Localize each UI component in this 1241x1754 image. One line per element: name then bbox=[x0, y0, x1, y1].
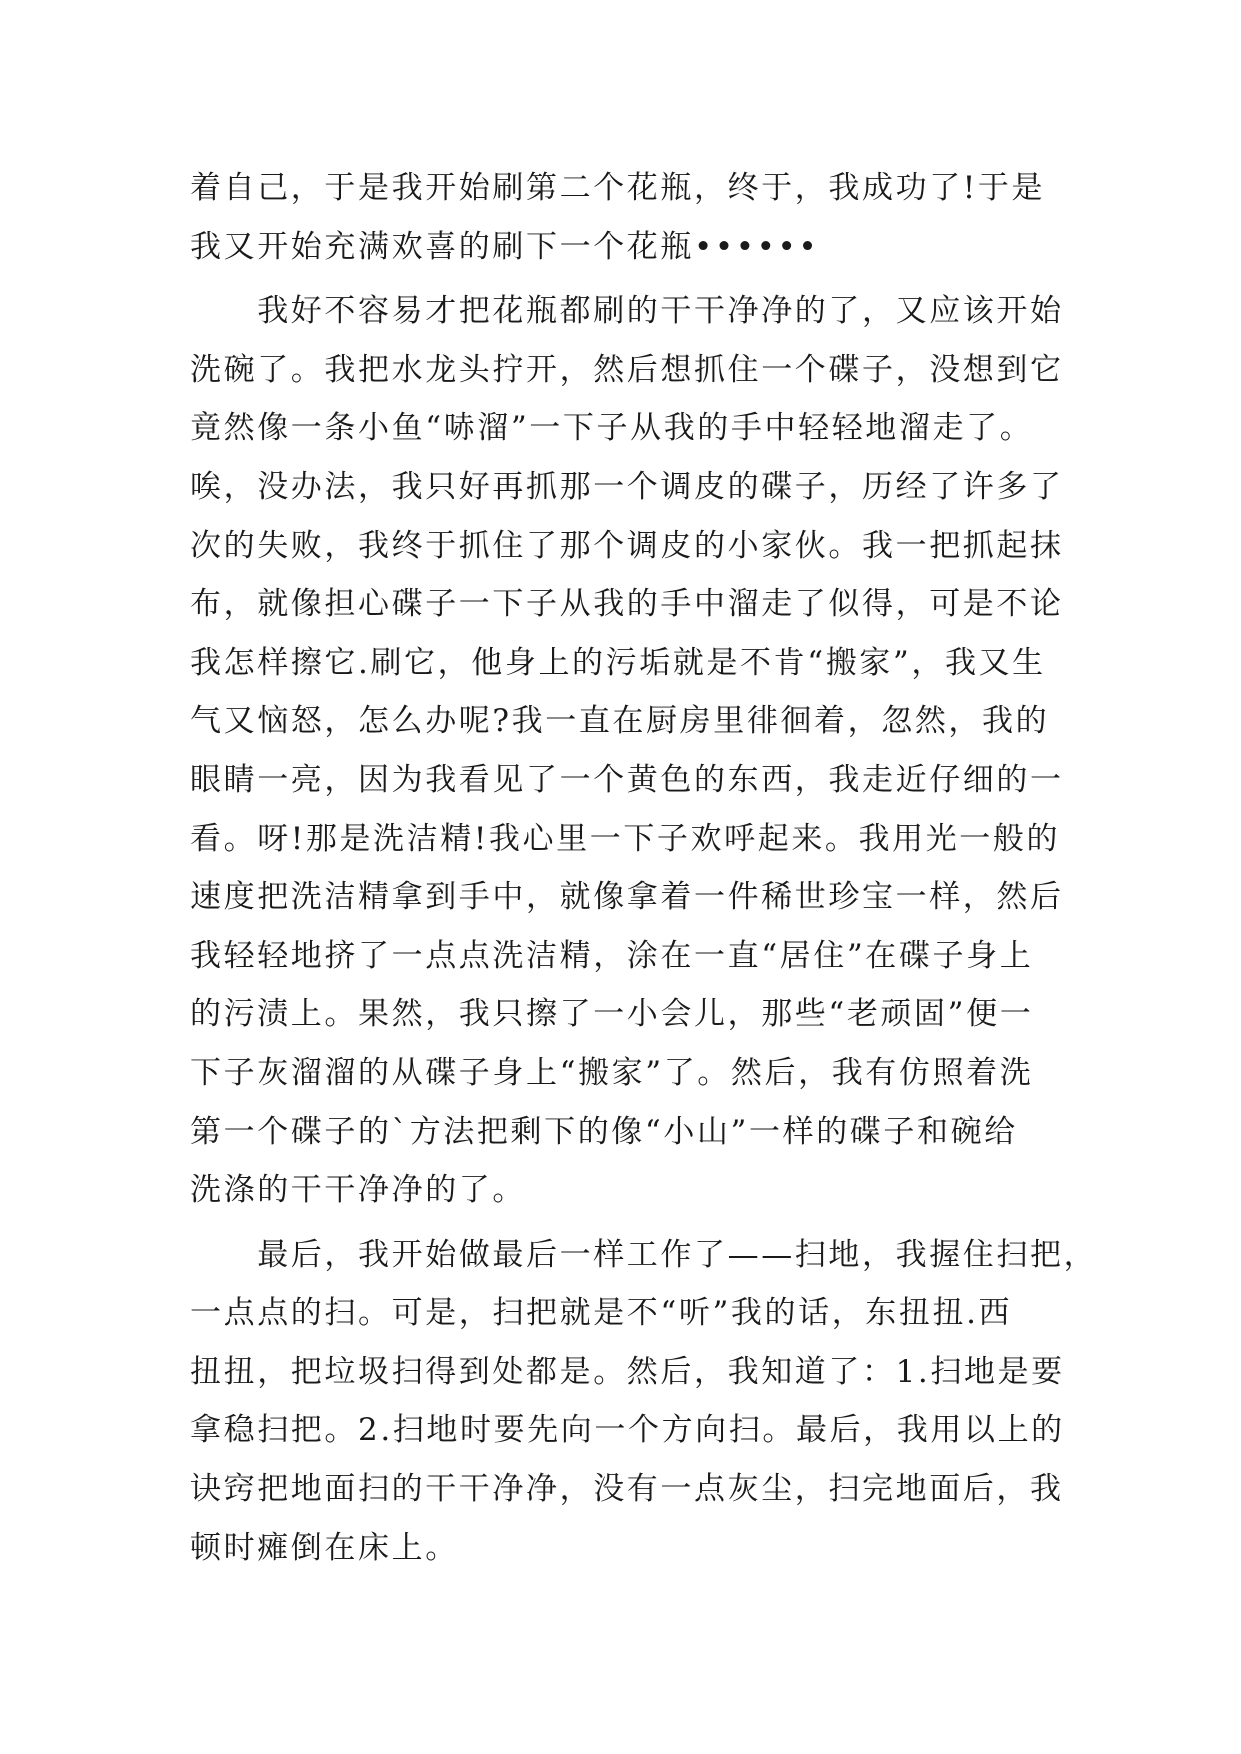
text-line: 诀窍把地面扫的干干净净，没有一点灰尘，扫完地面后，我 bbox=[190, 1471, 1064, 1508]
text-line: 的污渍上。果然，我只擦了一小会儿，那些“老顽固”便一 bbox=[190, 996, 1034, 1033]
text-line: 速度把洗洁精拿到手中，就像拿着一件稀世珍宝一样，然后 bbox=[190, 879, 1064, 916]
text-line: 顿时瘫倒在床上。 bbox=[190, 1529, 459, 1566]
text-line: 看。呀!那是洗洁精!我心里一下子欢呼起来。我用光一般的 bbox=[190, 820, 1061, 857]
text-line: 我怎样擦它.刷它，他身上的污垢就是不肯“搬家”，我又生 bbox=[190, 644, 1046, 681]
text-line: 我又开始充满欢喜的刷下一个花瓶•••••• bbox=[190, 228, 820, 265]
text-line: 下子灰溜溜的从碟子身上“搬家”了。然后，我有仿照着洗 bbox=[190, 1054, 1034, 1091]
text-line: 眼睛一亮，因为我看见了一个黄色的东西，我走近仔细的一 bbox=[190, 761, 1064, 798]
text-line: 扭扭，把垃圾扫得到处都是。然后，我知道了：1.扫地是要 bbox=[190, 1353, 1065, 1390]
text-line: 一点点的扫。可是，扫把就是不“听”我的话，东扭扭.西 bbox=[190, 1295, 1013, 1332]
text-line: 着自己，于是我开始刷第二个花瓶，终于，我成功了!于是 bbox=[190, 170, 1046, 206]
paragraph-start-line: 最后，我开始做最后一样工作了——扫地，我握住扫把， bbox=[190, 1236, 1098, 1273]
text-line: 气又恼怒，怎么办呢?我一直在厨房里徘徊着，忽然，我的 bbox=[190, 703, 1050, 740]
text-line: 洗涤的干干净净的了。 bbox=[190, 1172, 526, 1209]
text-line: 次的失败，我终于抓住了那个调皮的小家伙。我一把抓起抹 bbox=[190, 527, 1064, 564]
text-line: 我轻轻地挤了一点点洗洁精，涂在一直“居住”在碟子身上 bbox=[190, 937, 1034, 974]
body-text bbox=[190, 159, 1098, 1577]
paragraph-start-line: 我好不容易才把花瓶都刷的干干净净的了，又应该开始 bbox=[190, 293, 1064, 330]
text-line: 唉，没办法，我只好再抓那一个调皮的碟子，历经了许多了 bbox=[190, 468, 1064, 505]
text-line: 布，就像担心碟子一下子从我的手中溜走了似得，可是不论 bbox=[190, 586, 1064, 623]
text-line: 第一个碟子的`方法把剩下的像“小山”一样的碟子和碗给 bbox=[190, 1113, 1018, 1150]
text-line: 洗碗了。我把水龙头拧开，然后想抓住一个碟子，没想到它 bbox=[190, 351, 1064, 388]
text-line: 拿稳扫把。2.扫地时要先向一个方向扫。最后，我用以上的 bbox=[190, 1412, 1065, 1449]
text-line: 竟然像一条小鱼“哧溜”一下子从我的手中轻轻地溜走了。 bbox=[190, 410, 1034, 447]
